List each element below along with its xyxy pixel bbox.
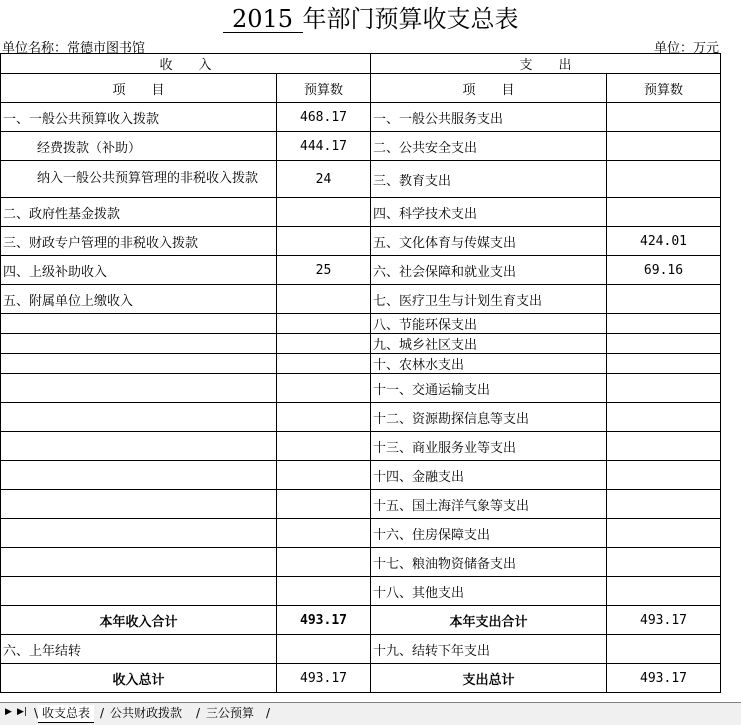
sheet-tab-bar [0, 702, 741, 725]
expense-value[interactable] [607, 548, 721, 577]
expense-item[interactable]: 三、教育支出 [371, 161, 607, 198]
expense-value[interactable] [607, 334, 721, 354]
expense-item[interactable]: 七、医疗卫生与计划生育支出 [371, 285, 607, 314]
income-value[interactable] [277, 461, 371, 490]
subtotal-row [1, 606, 721, 635]
income-value[interactable] [277, 577, 371, 606]
expense-item[interactable]: 十二、资源勘探信息等支出 [371, 403, 607, 432]
income-item[interactable]: 纳入一般公共预算管理的非税收入拨款 [1, 161, 277, 198]
expense-value[interactable] [607, 161, 721, 198]
table-row [1, 227, 721, 256]
expense-item[interactable]: 二、公共安全支出 [371, 132, 607, 161]
expense-item[interactable]: 十五、国土海洋气象等支出 [371, 490, 607, 519]
income-value[interactable] [277, 198, 371, 227]
income-subtotal-value[interactable]: 493.17 [277, 606, 371, 635]
expense-item[interactable]: 一、一般公共服务支出 [371, 103, 607, 132]
expense-value[interactable] [607, 432, 721, 461]
expense-value[interactable] [607, 285, 721, 314]
expense-item[interactable]: 十四、金融支出 [371, 461, 607, 490]
expense-value[interactable]: 424.01 [607, 227, 721, 256]
expense-budget-header: 预算数 [607, 74, 721, 103]
expense-value[interactable] [607, 132, 721, 161]
income-item[interactable] [1, 403, 277, 432]
income-value[interactable] [277, 374, 371, 403]
table-row [1, 635, 721, 664]
section-header-row [1, 54, 721, 74]
table-row [1, 548, 721, 577]
tab-separator: / [100, 706, 105, 720]
income-item[interactable] [1, 490, 277, 519]
expense-value[interactable] [607, 577, 721, 606]
table-row [1, 432, 721, 461]
income-item[interactable] [1, 432, 277, 461]
table-row [1, 103, 721, 132]
income-budget-header: 预算数 [277, 74, 371, 103]
expense-value[interactable] [607, 103, 721, 132]
expense-value[interactable] [607, 198, 721, 227]
expense-item[interactable]: 六、社会保障和就业支出 [371, 256, 607, 285]
title-text: 年部门预算收支总表 [302, 5, 519, 33]
income-item[interactable] [1, 354, 277, 374]
income-value[interactable] [277, 519, 371, 548]
expense-value[interactable]: 69.16 [607, 256, 721, 285]
expense-item[interactable]: 九、城乡社区支出 [371, 334, 607, 354]
table-row [1, 285, 721, 314]
income-item[interactable]: 二、政府性基金拨款 [1, 198, 277, 227]
income-value[interactable] [277, 285, 371, 314]
expense-item[interactable]: 十八、其他支出 [371, 577, 607, 606]
income-item[interactable] [1, 314, 277, 334]
income-item[interactable] [1, 374, 277, 403]
table-row [1, 132, 721, 161]
table-row [1, 198, 721, 227]
expense-value[interactable] [607, 314, 721, 334]
expense-item[interactable]: 十、农林水支出 [371, 354, 607, 374]
table-row [1, 256, 721, 285]
income-item[interactable]: 一、一般公共预算收入拨款 [1, 103, 277, 132]
column-header-row [1, 74, 721, 103]
income-value[interactable] [277, 548, 371, 577]
table-row [1, 461, 721, 490]
unit-name-label: 单位名称：常德市图书馆 [2, 41, 146, 56]
income-subtotal-label[interactable]: 本年收入合计 [1, 606, 277, 635]
sheet-tab-public-finance[interactable]: 公共财政拨款 [110, 706, 183, 720]
income-value[interactable] [277, 334, 371, 354]
sheet-tab-income-expense[interactable]: 收支总表 [38, 705, 94, 723]
income-section-header: 收 入 [1, 54, 371, 74]
tab-separator: / [266, 706, 271, 720]
income-total-label[interactable]: 收入总计 [1, 664, 277, 693]
income-item[interactable]: 三、财政专户管理的非税收入拨款 [1, 227, 277, 256]
income-total-value[interactable]: 493.17 [277, 664, 371, 693]
expense-value[interactable] [607, 490, 721, 519]
unit-label: 单位：万元 [653, 41, 719, 56]
income-value[interactable] [277, 403, 371, 432]
sheet-tab-three-public[interactable]: 三公预算 [206, 706, 255, 720]
expense-item[interactable]: 五、文化体育与传媒支出 [371, 227, 607, 256]
title-year: 2015 [223, 6, 303, 33]
expense-total-label[interactable]: 支出总计 [371, 664, 607, 693]
income-item-header: 项 目 [1, 74, 277, 103]
income-value[interactable]: 468.17 [277, 103, 371, 132]
expense-item[interactable]: 四、科学技术支出 [371, 198, 607, 227]
expense-item[interactable]: 十九、结转下年支出 [371, 635, 607, 664]
income-item[interactable] [1, 577, 277, 606]
income-item[interactable]: 经费拨款（补助） [1, 132, 277, 161]
table-row [1, 374, 721, 403]
table-row [1, 314, 721, 334]
expense-value[interactable] [607, 403, 721, 432]
expense-value[interactable] [607, 519, 721, 548]
table-row [1, 334, 721, 354]
table-row [1, 403, 721, 432]
income-value[interactable] [277, 432, 371, 461]
table-row [1, 161, 721, 198]
income-item[interactable]: 六、上年结转 [1, 635, 277, 664]
expense-subtotal-label[interactable]: 本年支出合计 [371, 606, 607, 635]
expense-item[interactable]: 十六、住房保障支出 [371, 519, 607, 548]
next-sheet-icon[interactable]: ▶ [5, 707, 12, 717]
expense-item[interactable]: 八、节能环保支出 [371, 314, 607, 334]
table-row [1, 519, 721, 548]
income-value[interactable] [277, 227, 371, 256]
income-value[interactable] [277, 635, 371, 664]
income-item[interactable]: 五、附属单位上缴收入 [1, 285, 277, 314]
income-value[interactable]: 25 [277, 256, 371, 285]
income-value[interactable] [277, 354, 371, 374]
budget-table [0, 53, 721, 693]
expense-value[interactable] [607, 635, 721, 664]
expense-item-header: 项 目 [371, 74, 607, 103]
table-row [1, 354, 721, 374]
income-item[interactable] [1, 334, 277, 354]
table-row [1, 490, 721, 519]
expense-subtotal-value[interactable]: 493.17 [607, 606, 721, 635]
total-row [1, 664, 721, 693]
table-row [1, 577, 721, 606]
income-value[interactable] [277, 490, 371, 519]
expense-section-header: 支 出 [371, 54, 721, 74]
expense-item[interactable]: 十一、交通运输支出 [371, 374, 607, 403]
last-sheet-icon[interactable]: ▶| [17, 707, 27, 717]
income-item[interactable] [1, 461, 277, 490]
expense-value[interactable] [607, 374, 721, 403]
expense-item[interactable]: 十七、粮油物资储备支出 [371, 548, 607, 577]
income-value[interactable] [277, 314, 371, 334]
tab-separator: \ [34, 706, 39, 720]
tab-separator: / [196, 706, 201, 720]
expense-value[interactable] [607, 461, 721, 490]
expense-value[interactable] [607, 354, 721, 374]
income-value[interactable]: 24 [277, 161, 371, 198]
sheet-title [0, 2, 741, 36]
income-item[interactable]: 四、上级补助收入 [1, 256, 277, 285]
income-value[interactable]: 444.17 [277, 132, 371, 161]
income-item[interactable] [1, 548, 277, 577]
expense-item[interactable]: 十三、商业服务业等支出 [371, 432, 607, 461]
expense-total-value[interactable]: 493.17 [607, 664, 721, 693]
income-item[interactable] [1, 519, 277, 548]
